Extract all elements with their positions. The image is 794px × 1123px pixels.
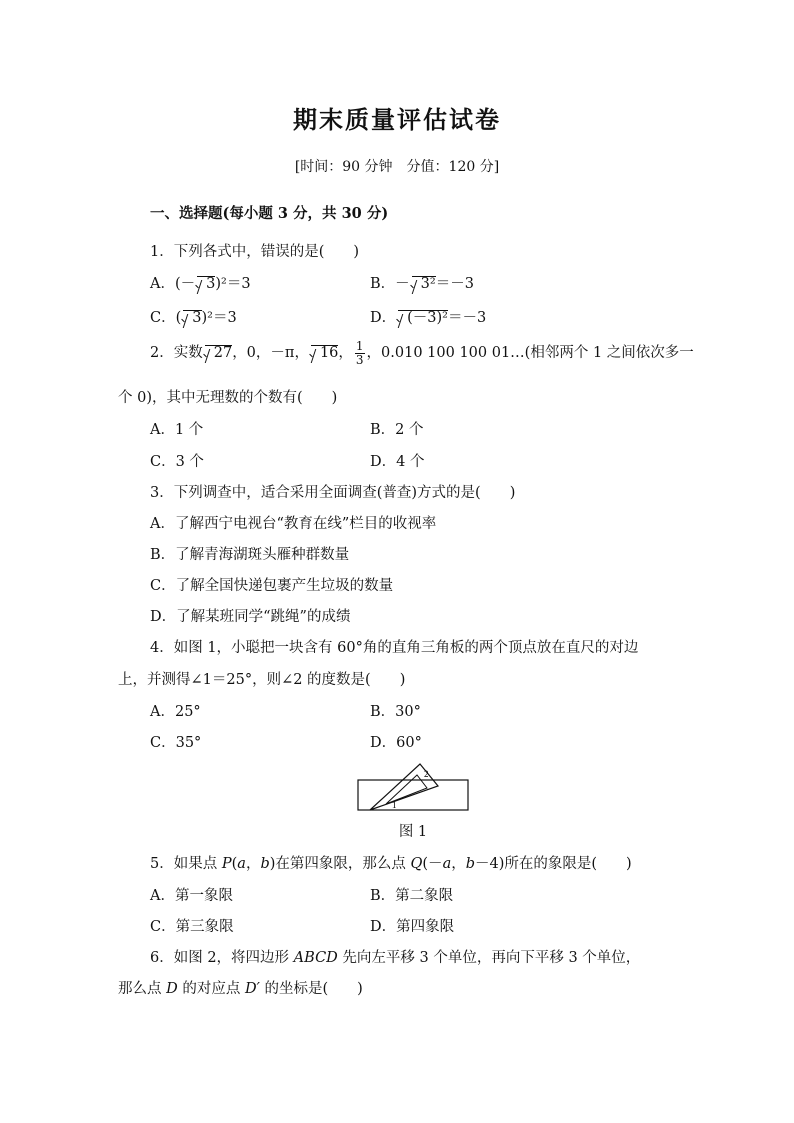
q2-option-a: A．1 个 [150, 422, 204, 438]
sqrt-symbol: 3 [197, 276, 215, 292]
section-heading: 一、选择题(每小题 3 分，共 30 分) [150, 205, 389, 222]
sqrt-symbol: 3² [412, 276, 436, 292]
q3-option-c: C．了解全国快递包裹产生垃圾的数量 [150, 578, 394, 594]
q2-option-b: B．2 个 [370, 422, 424, 438]
angle-1-label: 1 [392, 800, 397, 810]
q4-option-b: B．30° [370, 704, 421, 720]
q1-option-a: A．(－ 3)²＝3 [150, 276, 251, 292]
q1-stem: 1．下列各式中，错误的是( ) [150, 244, 360, 260]
exam-info: [时间：90 分钟 分值：120 分] [294, 159, 500, 175]
q3-option-a: A．了解西宁电视台“教育在线”栏目的收视率 [150, 516, 437, 532]
sqrt-symbol: 3 [183, 310, 201, 326]
q2-option-c: C．3 个 [150, 454, 204, 470]
q4-option-d: D．60° [370, 735, 422, 751]
q3-option-b: B．了解青海湖斑头雁种群数量 [150, 547, 350, 563]
sqrt-symbol: 16 [311, 345, 338, 361]
q6-stem-line2: 那么点 D 的对应点 D′ 的坐标是( ) [118, 981, 363, 997]
q2-stem-line2: 个 0)，其中无理数的个数有( ) [118, 390, 338, 406]
page-title: 期末质量评估试卷 [293, 105, 501, 134]
figure-1-caption: 图 1 [398, 824, 428, 840]
fraction: $\frac{1}{3}$ [355, 339, 364, 367]
q5-option-a: A．第一象限 [150, 888, 233, 904]
q1-option-c: C．( 3)²＝3 [150, 310, 237, 326]
q2-stem: 2．实数 27，0，－π， 16， $\frac{1}{3}$ ，0.010 100 100 01…(相邻两个 1 之间依次多一 [150, 339, 694, 367]
q1-option-b: B．－ 3²＝－3 [370, 276, 474, 292]
angle-2-label: 2 [424, 769, 429, 779]
q5-stem: 5．如果点 P(a，b)在第四象限，那么点 Q(－a，b－4)所在的象限是( ) [150, 856, 632, 872]
q5-option-c: C．第三象限 [150, 919, 234, 935]
sqrt-symbol: (－3)² [398, 310, 448, 326]
q3-stem: 3．下列调查中，适合采用全面调查(普查)方式的是( ) [150, 485, 516, 501]
q4-option-c: C．35° [150, 735, 202, 751]
q4-stem-line2: 上，并测得∠1＝25°，则∠2 的度数是( ) [118, 672, 406, 688]
q4-option-a: A．25° [150, 704, 201, 720]
q6-stem-line1: 6．如图 2，将四边形 ABCD 先向左平移 3 个单位，再向下平移 3 个单位， [150, 950, 641, 966]
q4-stem-line1: 4．如图 1，小聪把一块含有 60°角的直角三角板的两个顶点放在直尺的对边 [150, 640, 639, 656]
q5-option-d: D．第四象限 [370, 919, 455, 935]
q5-option-b: B．第二象限 [370, 888, 454, 904]
figure-1-ruler-triangle [356, 760, 470, 812]
sqrt-symbol: 27 [205, 345, 232, 361]
q3-option-d: D．了解某班同学“跳绳”的成绩 [150, 609, 351, 625]
q1-option-d: D． (－3)²＝－3 [370, 310, 487, 326]
q2-option-d: D．4 个 [370, 454, 425, 470]
